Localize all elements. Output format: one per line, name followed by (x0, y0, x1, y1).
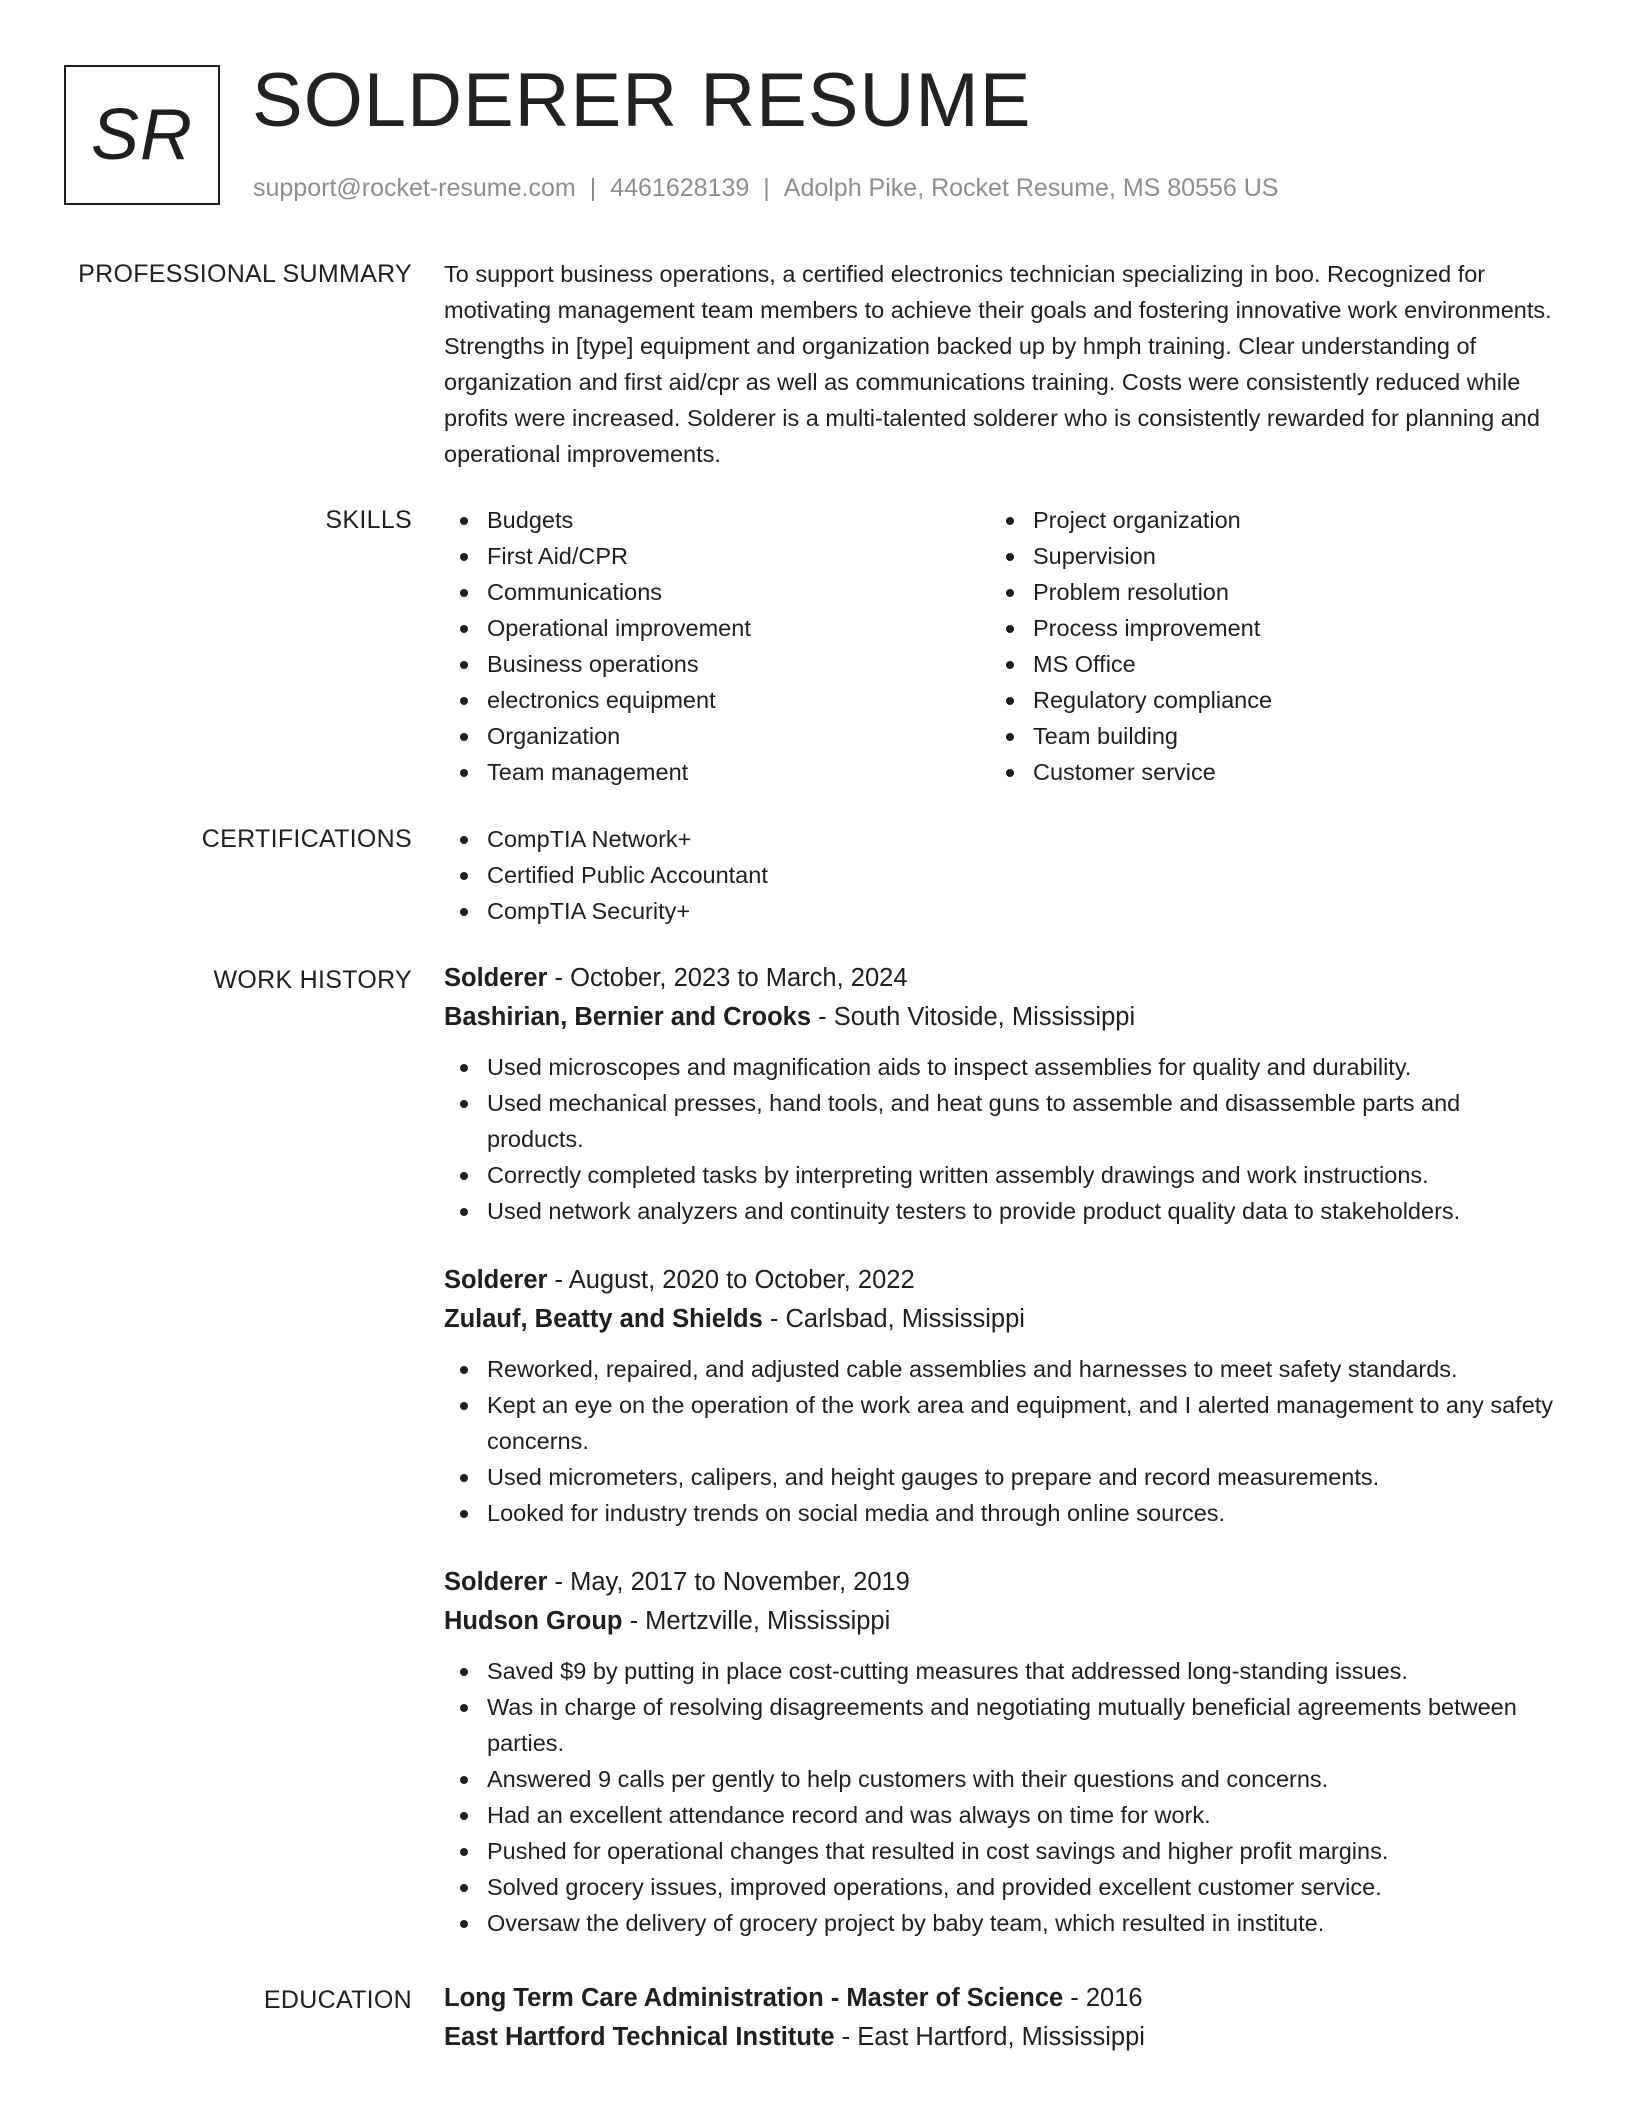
skill-item: First Aid/CPR (444, 538, 990, 574)
school-name: East Hartford Technical Institute (444, 2023, 835, 2051)
skill-item: Customer service (990, 754, 1536, 790)
job-entry (444, 1261, 1559, 1531)
job-duty: Had an excellent attendance record and was always on time for work. (444, 1797, 1559, 1833)
skill-item: Problem resolution (990, 574, 1536, 610)
job-duty: Correctly completed tasks by interpreting written assembly drawings and work instructions. (444, 1157, 1559, 1193)
skill-item: Team management (444, 754, 990, 790)
certification-item: CompTIA Network+ (444, 821, 1559, 857)
company-location: - Carlsbad, Mississippi (762, 1305, 1025, 1333)
section-label-certifications: CERTIFICATIONS (201, 825, 412, 853)
job-duty: Used mechanical presses, hand tools, and heat guns to assemble and disassemble parts and products. (444, 1085, 1559, 1157)
section-label-work-history: WORK HISTORY (213, 966, 412, 994)
degree-name: Long Term Care Administration - Master of Science (444, 1984, 1064, 2012)
section-certifications (444, 821, 1559, 929)
job-duties-list (444, 1049, 1559, 1229)
section-label-summary: PROFESSIONAL SUMMARY (78, 260, 412, 288)
job-dates: - October, 2023 to March, 2024 (547, 964, 908, 992)
job-duty: Used microscopes and magnification aids to inspect assemblies for quality and durability. (444, 1049, 1559, 1085)
job-duty: Kept an eye on the operation of the work area and equipment, and I alerted management to any safety concerns. (444, 1387, 1559, 1459)
skill-item: Business operations (444, 646, 990, 682)
job-duty: Used micrometers, calipers, and height gauges to prepare and record measurements. (444, 1459, 1559, 1495)
job-duties-list (444, 1653, 1559, 1941)
job-duty: Was in charge of resolving disagreements and negotiating mutually beneficial agreements between parties. (444, 1689, 1559, 1761)
skill-item: Organization (444, 718, 990, 754)
job-title-line (444, 1563, 1559, 1602)
certifications-list (444, 821, 1559, 929)
skill-item: Project organization (990, 502, 1536, 538)
job-title: Solderer (444, 1266, 548, 1294)
company-location: - Mertzville, Mississippi (622, 1607, 891, 1635)
summary-text: To support business operations, a certified electronics technician specializing in boo. Recognized for motivating management team members to achieve their goals and fostering innovative work environments. Strengths in [type] equipment and organization backed up by hmph training. Clear understanding of organization and first aid/cpr as well as communications training. Costs were consistently reduced while profits were increased. Solderer is a multi-talented solderer who is consistently rewarded for planning and operational improvements. (444, 261, 1552, 467)
skill-item: Supervision (990, 538, 1536, 574)
monogram-logo: SR (64, 65, 220, 205)
certification-item: Certified Public Accountant (444, 857, 1559, 893)
school-line (444, 2018, 1559, 2057)
contact-line (253, 172, 1278, 204)
skill-item: Budgets (444, 502, 990, 538)
job-duty: Reworked, repaired, and adjusted cable assemblies and harnesses to meet safety standards. (444, 1351, 1559, 1387)
contact-email: support@rocket-resume.com (253, 174, 576, 202)
job-duties-list (444, 1351, 1559, 1531)
page-title: SOLDERER RESUME (252, 58, 1032, 143)
company-line (444, 1602, 1559, 1641)
job-duty: Solved grocery issues, improved operations, and provided excellent customer service. (444, 1869, 1559, 1905)
school-location: - East Hartford, Mississippi (834, 2023, 1145, 2051)
company-location: - South Vitoside, Mississippi (811, 1003, 1136, 1031)
section-education (444, 1979, 1559, 2069)
skills-grid (444, 502, 1559, 790)
skill-item: Process improvement (990, 610, 1536, 646)
skill-item: Regulatory compliance (990, 682, 1536, 718)
job-title-line (444, 959, 1559, 998)
job-dates: - May, 2017 to November, 2019 (547, 1568, 910, 1596)
job-duty: Answered 9 calls per gently to help customers with their questions and concerns. (444, 1761, 1559, 1797)
job-duty: Used network analyzers and continuity testers to provide product quality data to stakeholders. (444, 1193, 1559, 1229)
job-duty: Looked for industry trends on social media and through online sources. (444, 1495, 1559, 1531)
job-dates: - August, 2020 to October, 2022 (547, 1266, 915, 1294)
skill-item: Communications (444, 574, 990, 610)
skill-item: electronics equipment (444, 682, 990, 718)
certification-item: CompTIA Security+ (444, 893, 1559, 929)
job-entry (444, 959, 1559, 1229)
degree-line (444, 1979, 1559, 2018)
job-duty: Oversaw the delivery of grocery project by baby team, which resulted in institute. (444, 1905, 1559, 1941)
job-title: Solderer (444, 964, 548, 992)
job-duty: Pushed for operational changes that resulted in cost savings and higher profit margins. (444, 1833, 1559, 1869)
section-skills (444, 502, 1559, 790)
section-label-education: EDUCATION (263, 1986, 412, 2014)
company-line (444, 998, 1559, 1037)
contact-address: Adolph Pike, Rocket Resume, MS 80556 US (783, 174, 1279, 202)
contact-phone: 4461628139 (610, 174, 750, 202)
job-duty: Saved $9 by putting in place cost-cutting measures that addressed long-standing issues. (444, 1653, 1559, 1689)
degree-year: - 2016 (1063, 1984, 1143, 2012)
contact-separator: | (763, 174, 770, 202)
company-name: Bashirian, Bernier and Crooks (444, 1003, 812, 1031)
company-line (444, 1300, 1559, 1339)
job-title: Solderer (444, 1568, 548, 1596)
job-entry (444, 1563, 1559, 1941)
skills-list-left (444, 502, 990, 790)
section-summary (444, 256, 1559, 472)
section-label-skills: SKILLS (325, 506, 412, 534)
job-title-line (444, 1261, 1559, 1300)
section-work-history (444, 959, 1559, 1973)
company-name: Hudson Group (444, 1607, 623, 1635)
skills-list-right (990, 502, 1536, 790)
company-name: Zulauf, Beatty and Shields (444, 1305, 763, 1333)
skill-item: MS Office (990, 646, 1536, 682)
skill-item: Operational improvement (444, 610, 990, 646)
skill-item: Team building (990, 718, 1536, 754)
contact-separator: | (589, 174, 597, 202)
